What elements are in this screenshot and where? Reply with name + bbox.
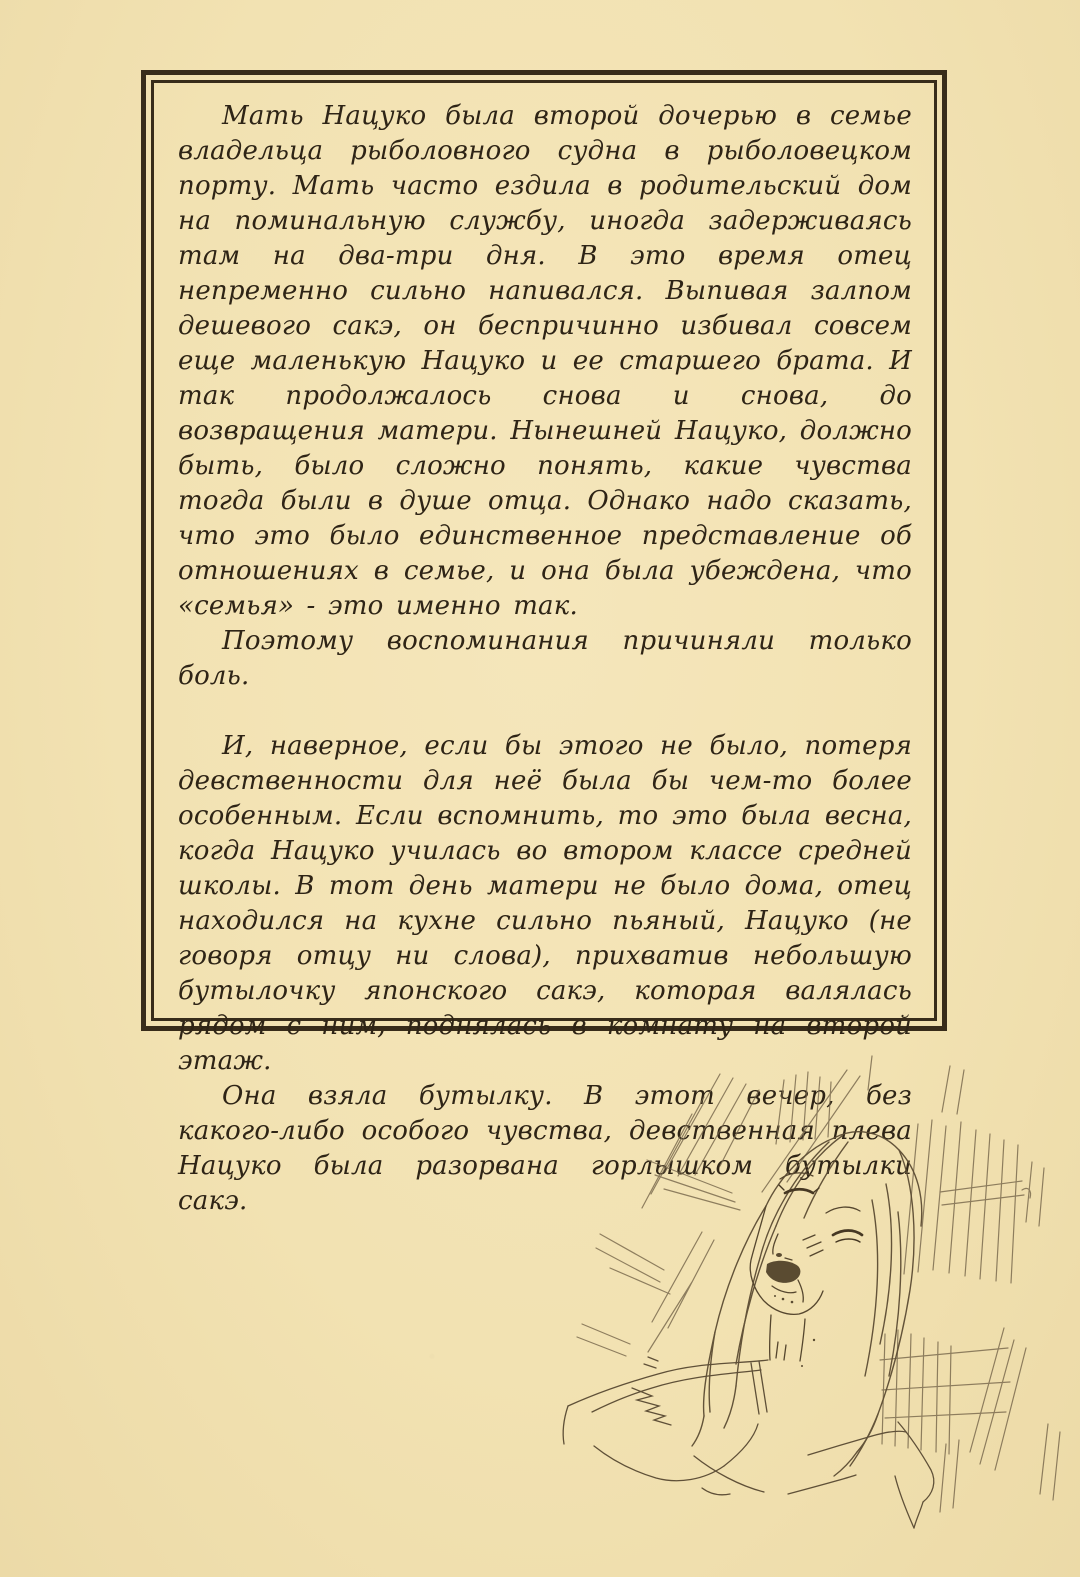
paragraph-2: Поэтому воспоминания причиняли только боль. bbox=[178, 626, 912, 691]
hatching-strokes bbox=[577, 1056, 1060, 1512]
paragraph-4: Она взяла бутылку. В этот вечер, без какого-либо особого чувства, девственная плева Нацуко была разорвана горлышком бутылки сакэ. bbox=[178, 1081, 912, 1216]
body-strokes bbox=[563, 1357, 934, 1528]
pencil-sketch-illustration bbox=[552, 1042, 1080, 1577]
paragraph-1: Мать Нацуко была второй дочерью в семье владельца рыболовного судна в рыболовецком порту. Мать часто ездила в родительский дом на поминальную службу, иногда задерживаясь там на два-три дня. В это время отец непременно сильно напивался. Выпивая залпом дешевого сакэ, он беспричинно избивал совсем еще маленькую Нацуко и ее старшего брата. И так продолжалось снова и снова, до возвращения матери. Нынешней Нацуко, должно быть, было сложно понять, какие чувства тогда были в душе отца. Однако надо сказать, что это было единственное представление об отношениях в семье, и она была убеждена, что «семья» - это именно так. bbox=[178, 101, 912, 621]
paragraph-3: И, наверное, если бы этого не было, потеря девственности для неё была бы чем-то более особенным. Если вспомнить, то это была весна, когда Нацуко училась во втором классе средней школы. В тот день матери не было дома, отец находился на кухне сильно пьяный, Нацуко (не говоря отцу ни слова), прихватив небольшую бутылочку японского сакэ, которая валялась рядом с ним, поднялась в комнату на второй этаж. bbox=[178, 731, 912, 1076]
girl-sketch-svg bbox=[552, 1042, 1080, 1577]
text-frame-inner bbox=[151, 80, 937, 1216]
text-frame bbox=[141, 70, 947, 1216]
hair-strokes bbox=[692, 1132, 922, 1476]
